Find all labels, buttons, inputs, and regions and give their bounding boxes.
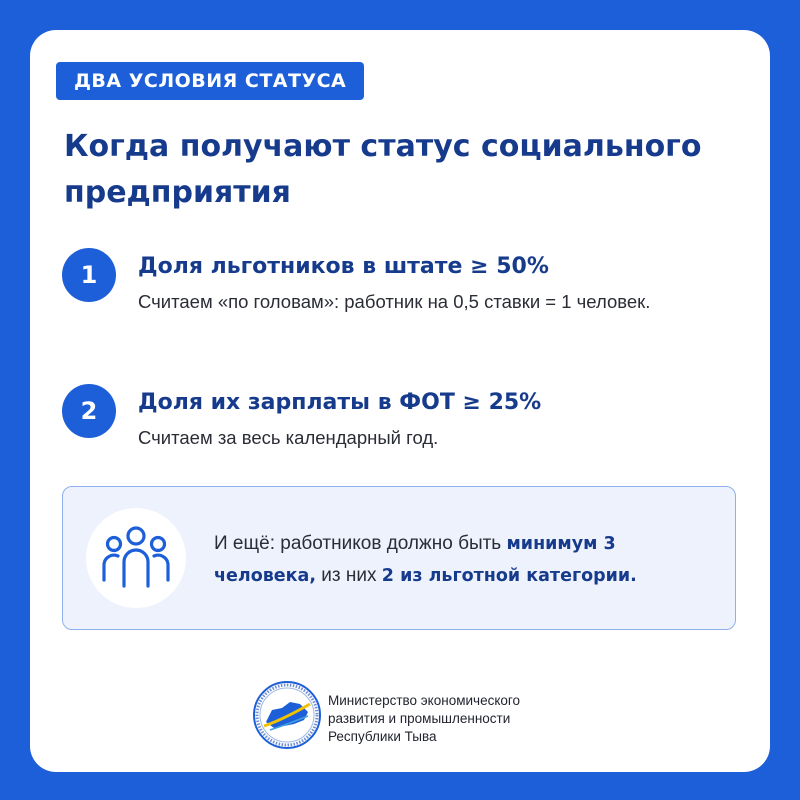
org-line-1: Министерство экономического xyxy=(328,693,521,708)
people-group-icon xyxy=(86,508,186,608)
condition-1-number-badge: 1 xyxy=(62,248,116,302)
section-tag: ДВА УСЛОВИЯ СТАТУСА xyxy=(56,62,364,100)
note-text-prefix: И ещё: работников должно быть xyxy=(214,533,507,554)
condition-2-number-badge: 2 xyxy=(62,384,116,438)
condition-2-title: Доля их зарплаты в ФОТ ≥ 25% xyxy=(138,390,542,415)
org-line-3: Республики Тыва xyxy=(328,729,437,744)
note-text xyxy=(214,528,714,592)
condition-1-text: Считаем «по головам»: работник на 0,5 ставки = 1 человек. xyxy=(138,291,651,312)
note-highlight-beneficiaries: 2 из льготной категории. xyxy=(381,566,637,586)
condition-2-text: Считаем за весь календарный год. xyxy=(138,427,439,448)
page-title: Когда получают статус социального предприятия xyxy=(64,129,702,210)
ministry-emblem-icon xyxy=(252,680,322,750)
org-line-2: развития и промышленности xyxy=(328,711,511,726)
note-highlight-min-staff: минимум 3 человека, xyxy=(214,534,616,586)
organization-name xyxy=(328,692,520,746)
condition-1-title: Доля льготников в штате ≥ 50% xyxy=(138,254,549,279)
note-text-middle: из них xyxy=(316,565,382,586)
